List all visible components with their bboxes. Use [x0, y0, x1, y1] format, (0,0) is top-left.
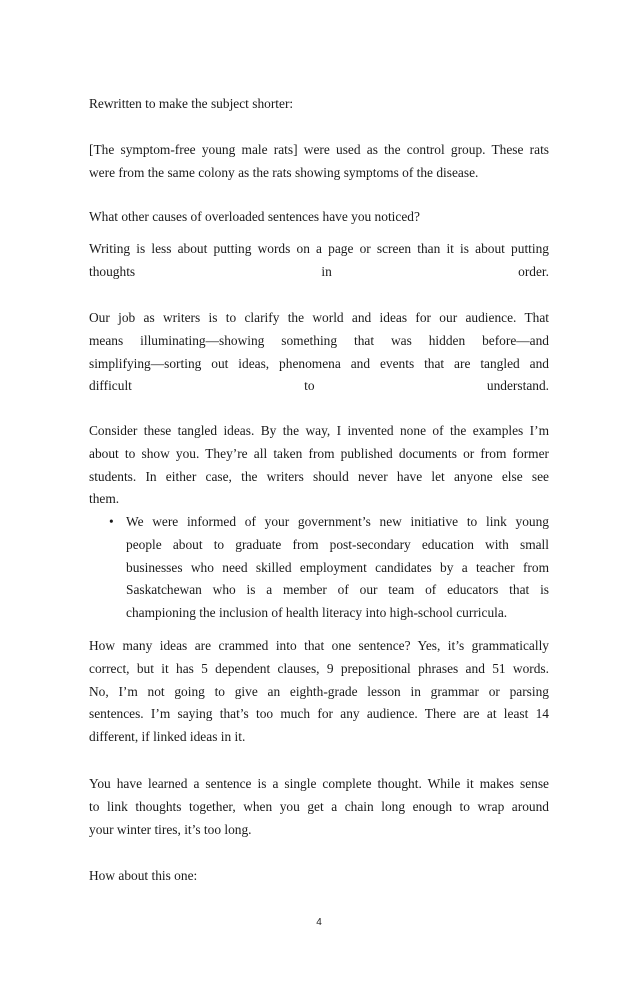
text-line: simplifying—sorting out ideas, phenomena and events that are tangled and	[89, 355, 549, 371]
text-line: Saskatchewan who is a member of our team of educators that is	[126, 582, 549, 598]
text-line: means illuminating—showing something that was hidden before—and	[89, 332, 549, 348]
text-line: sentences. I’m saying that’s too much for any audience. There are at least 14	[89, 706, 549, 722]
text-line: difficult to understand.	[89, 378, 549, 394]
paragraph-how-many-ideas	[89, 635, 549, 749]
text-line: We were informed of your government’s new initiative to link young	[126, 514, 549, 529]
bullet-example-sentence	[126, 511, 549, 625]
paragraph-single-thought	[89, 773, 549, 841]
paragraph-question-causes	[89, 206, 549, 229]
text-line: about to show you. They’re all taken from published documents or from former	[89, 445, 549, 461]
text-line: Rewritten to make the subject shorter:	[89, 96, 294, 111]
paragraph-writing-thoughts	[89, 238, 549, 284]
text-line: Writing is less about putting words on a page or screen than it is about putting	[89, 241, 549, 256]
paragraph-tangled-ideas	[89, 420, 549, 511]
paragraph-how-about	[89, 865, 549, 888]
text-line: your winter tires, it’s too long.	[89, 821, 252, 837]
text-line: How about this one:	[89, 868, 198, 883]
text-line: them.	[89, 491, 120, 507]
text-line: were from the same colony as the rats showing symptoms of the disease.	[89, 164, 479, 180]
paragraph-rat-example	[89, 139, 549, 185]
paragraph-job-as-writers	[89, 307, 549, 398]
text-line: to link thoughts together, when you get a chain long enough to wrap around	[89, 798, 549, 814]
text-line: You have learned a sentence is a single complete thought. While it makes sense	[89, 776, 549, 791]
text-line: correct, but it has 5 dependent clauses, 9 prepositional phrases and 51 words.	[89, 660, 549, 676]
text-line: [The symptom-free young male rats] were used as the control group. These rats	[89, 142, 549, 157]
text-line: What other causes of overloaded sentences have you noticed?	[89, 209, 420, 224]
text-line: students. In either case, the writers should never have let anyone else see	[89, 468, 549, 484]
text-line: people about to graduate from post-secondary education with small	[126, 536, 549, 552]
text-line: Consider these tangled ideas. By the way, I invented none of the examples I’m	[89, 423, 549, 438]
paragraph-rewritten-intro	[89, 93, 549, 116]
text-line: Our job as writers is to clarify the world and ideas for our audience. That	[89, 310, 549, 325]
text-line: businesses who need skilled employment candidates by a teacher from	[126, 559, 549, 575]
bullet-icon: •	[109, 514, 114, 529]
text-line: No, I’m not going to give an eighth-grade lesson in grammar or parsing	[89, 683, 549, 699]
text-line: championing the inclusion of health literacy into high-school curricula.	[126, 605, 508, 621]
text-line: different, if linked ideas in it.	[89, 729, 246, 745]
text-line: How many ideas are crammed into that one sentence? Yes, it’s grammatically	[89, 638, 549, 653]
text-line: thoughts in order.	[89, 263, 549, 279]
page-number: 4	[316, 917, 322, 928]
